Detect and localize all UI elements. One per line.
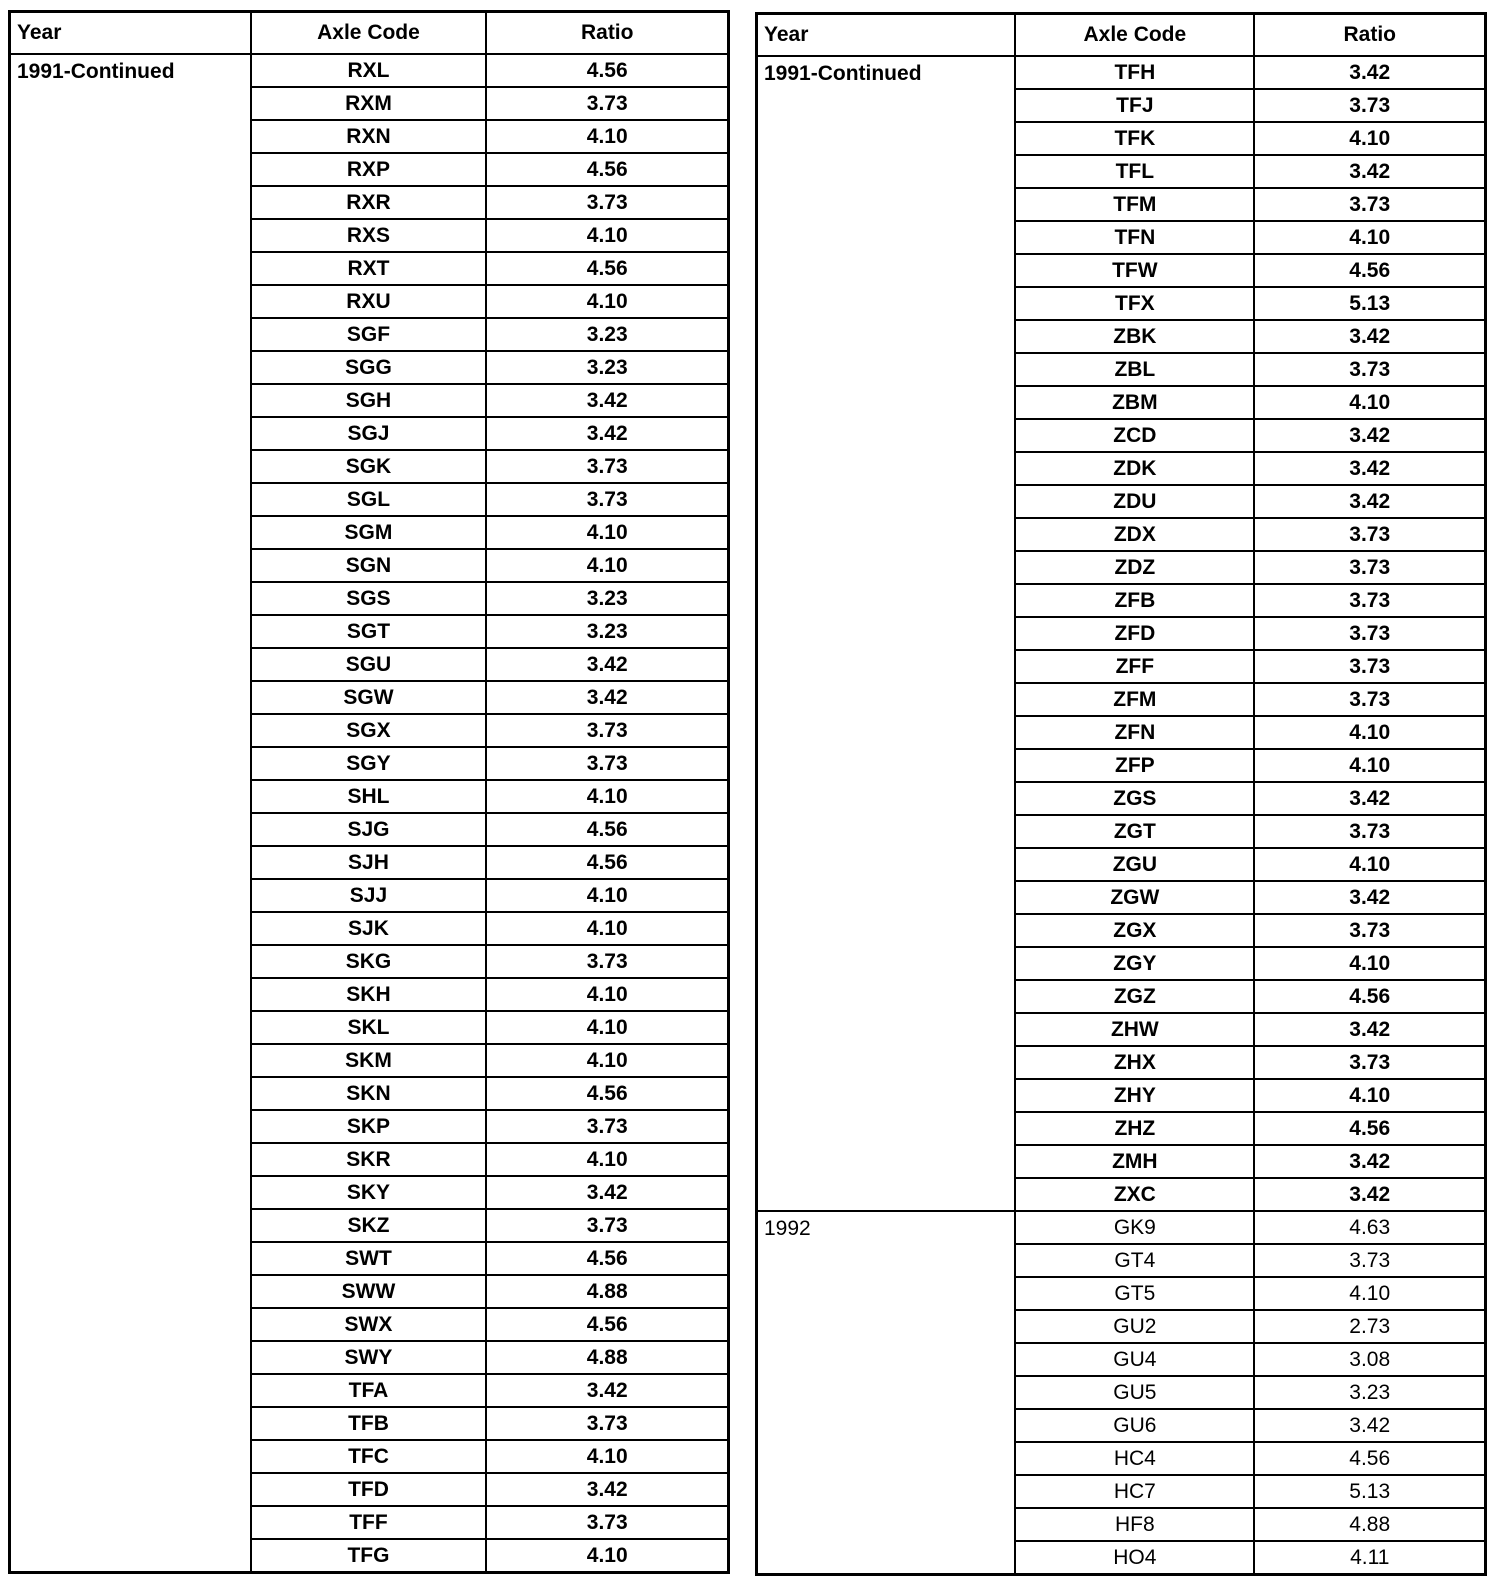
ratio-cell: 5.13 xyxy=(1254,1475,1485,1508)
axle-code-cell: SJJ xyxy=(251,879,487,912)
ratio-cell: 5.13 xyxy=(1254,287,1485,320)
ratio-cell: 3.73 xyxy=(486,186,728,219)
ratio-cell: 3.23 xyxy=(486,318,728,351)
year-header: Year xyxy=(757,14,1016,57)
ratio-cell: 3.42 xyxy=(486,648,728,681)
axle-code-cell: RXP xyxy=(251,153,487,186)
axle-code-cell: SGX xyxy=(251,714,487,747)
axle-code-cell: SGY xyxy=(251,747,487,780)
axle-code-cell: ZHY xyxy=(1015,1079,1254,1112)
axle-code-cell: TFM xyxy=(1015,188,1254,221)
axle-code-cell: SGM xyxy=(251,516,487,549)
axle-code-cell: ZBM xyxy=(1015,386,1254,419)
axle-code-cell: SGH xyxy=(251,384,487,417)
axle-code-cell: ZXC xyxy=(1015,1178,1254,1211)
axle-code-cell: GU5 xyxy=(1015,1376,1254,1409)
ratio-cell: 3.73 xyxy=(1254,914,1485,947)
ratio-cell: 4.10 xyxy=(486,516,728,549)
axle-ratio-table-left xyxy=(8,10,730,1574)
ratio-cell: 3.42 xyxy=(486,681,728,714)
ratio-cell: 4.10 xyxy=(486,1539,728,1573)
ratio-cell: 3.08 xyxy=(1254,1343,1485,1376)
ratio-cell: 4.88 xyxy=(486,1275,728,1308)
ratio-cell: 3.42 xyxy=(1254,56,1485,89)
axle-code-cell: TFF xyxy=(251,1506,487,1539)
axle-code-cell: SGL xyxy=(251,483,487,516)
axle-code-cell: SHL xyxy=(251,780,487,813)
axle-code-cell: ZDZ xyxy=(1015,551,1254,584)
ratio-cell: 4.10 xyxy=(1254,122,1485,155)
axle-code-cell: TFG xyxy=(251,1539,487,1573)
axle-code-cell: ZHX xyxy=(1015,1046,1254,1079)
axle-code-cell: TFX xyxy=(1015,287,1254,320)
axle-code-cell: ZGU xyxy=(1015,848,1254,881)
axle-code-cell: GK9 xyxy=(1015,1211,1254,1244)
axle-code-cell: ZHZ xyxy=(1015,1112,1254,1145)
axle-code-cell: RXR xyxy=(251,186,487,219)
axle-code-cell: SWY xyxy=(251,1341,487,1374)
ratio-cell: 3.42 xyxy=(1254,452,1485,485)
axle-code-cell: RXS xyxy=(251,219,487,252)
ratio-cell: 3.42 xyxy=(486,1374,728,1407)
ratio-cell: 4.10 xyxy=(1254,947,1485,980)
axle-code-cell: ZGS xyxy=(1015,782,1254,815)
ratio-cell: 3.42 xyxy=(1254,881,1485,914)
axle-code-cell: TFW xyxy=(1015,254,1254,287)
axle-code-cell: ZFB xyxy=(1015,584,1254,617)
ratio-cell: 4.10 xyxy=(486,780,728,813)
axle-code-cell: RXT xyxy=(251,252,487,285)
axle-ratio-table-right xyxy=(755,12,1487,1576)
axle-code-cell: SWT xyxy=(251,1242,487,1275)
axle-code-cell: SWX xyxy=(251,1308,487,1341)
ratio-cell: 4.10 xyxy=(486,879,728,912)
ratio-cell: 4.10 xyxy=(1254,386,1485,419)
axle-code-cell: GT4 xyxy=(1015,1244,1254,1277)
ratio-cell: 4.10 xyxy=(486,120,728,153)
ratio-cell: 4.56 xyxy=(486,813,728,846)
axle-code-cell: TFN xyxy=(1015,221,1254,254)
ratio-cell: 3.42 xyxy=(486,384,728,417)
axle-code-cell: TFH xyxy=(1015,56,1254,89)
ratio-cell: 3.73 xyxy=(486,1110,728,1143)
ratio-cell: 3.73 xyxy=(1254,683,1485,716)
ratio-cell: 3.42 xyxy=(486,1176,728,1209)
axle-code-cell: ZDX xyxy=(1015,518,1254,551)
ratio-cell: 3.42 xyxy=(1254,1409,1485,1442)
ratio-cell: 4.56 xyxy=(486,153,728,186)
axle-code-cell: SKL xyxy=(251,1011,487,1044)
ratio-header: Ratio xyxy=(486,12,728,55)
ratio-cell: 4.56 xyxy=(486,252,728,285)
ratio-cell: 4.56 xyxy=(486,1077,728,1110)
axle-code-cell: SGT xyxy=(251,615,487,648)
ratio-cell: 3.23 xyxy=(486,615,728,648)
axle-code-cell: GU2 xyxy=(1015,1310,1254,1343)
table-body xyxy=(10,54,729,1573)
ratio-cell: 4.56 xyxy=(1254,254,1485,287)
ratio-cell: 3.73 xyxy=(486,483,728,516)
ratio-cell: 4.10 xyxy=(486,1011,728,1044)
axle-code-cell: RXN xyxy=(251,120,487,153)
header-row xyxy=(757,14,1486,57)
axle-code-cell: SGU xyxy=(251,648,487,681)
ratio-cell: 3.42 xyxy=(1254,1145,1485,1178)
axle-code-cell: HC7 xyxy=(1015,1475,1254,1508)
axle-code-cell: RXU xyxy=(251,285,487,318)
axle-code-cell: TFK xyxy=(1015,122,1254,155)
axle-code-cell: SGW xyxy=(251,681,487,714)
ratio-cell: 4.10 xyxy=(486,912,728,945)
table-row xyxy=(757,56,1486,89)
axle-code-cell: GU6 xyxy=(1015,1409,1254,1442)
ratio-cell: 4.10 xyxy=(486,1143,728,1176)
ratio-cell: 3.73 xyxy=(1254,188,1485,221)
ratio-cell: 4.10 xyxy=(1254,848,1485,881)
axle-code-cell: TFD xyxy=(251,1473,487,1506)
ratio-cell: 3.42 xyxy=(1254,419,1485,452)
ratio-cell: 3.73 xyxy=(1254,815,1485,848)
axle-code-cell: ZFF xyxy=(1015,650,1254,683)
year-header: Year xyxy=(10,12,251,55)
ratio-cell: 4.10 xyxy=(486,549,728,582)
axle-code-cell: SGJ xyxy=(251,417,487,450)
ratio-cell: 4.10 xyxy=(486,1440,728,1473)
ratio-cell: 3.23 xyxy=(1254,1376,1485,1409)
axle-code-cell: ZFM xyxy=(1015,683,1254,716)
axle-code-cell: ZGX xyxy=(1015,914,1254,947)
axle-code-cell: SKR xyxy=(251,1143,487,1176)
ratio-cell: 4.10 xyxy=(1254,1277,1485,1310)
ratio-cell: 3.73 xyxy=(1254,89,1485,122)
axle-code-cell: TFB xyxy=(251,1407,487,1440)
ratio-cell: 3.73 xyxy=(486,450,728,483)
ratio-cell: 3.73 xyxy=(1254,353,1485,386)
ratio-cell: 3.73 xyxy=(486,1209,728,1242)
axle-code-cell: SGG xyxy=(251,351,487,384)
ratio-cell: 4.56 xyxy=(486,1308,728,1341)
ratio-cell: 4.56 xyxy=(1254,1112,1485,1145)
axle-code-cell: RXM xyxy=(251,87,487,120)
axle-code-cell: SKN xyxy=(251,1077,487,1110)
ratio-cell: 4.10 xyxy=(486,219,728,252)
axle-code-cell: ZHW xyxy=(1015,1013,1254,1046)
axle-code-cell: GU4 xyxy=(1015,1343,1254,1376)
axle-code-cell: HC4 xyxy=(1015,1442,1254,1475)
ratio-cell: 3.73 xyxy=(486,714,728,747)
ratio-cell: 3.42 xyxy=(486,1473,728,1506)
ratio-cell: 3.73 xyxy=(1254,1244,1485,1277)
axle-code-cell: ZFP xyxy=(1015,749,1254,782)
year-cell: 1991-Continued xyxy=(757,56,1016,1211)
axle-code-cell: SJG xyxy=(251,813,487,846)
axle-code-header: Axle Code xyxy=(251,12,487,55)
axle-code-cell: SGK xyxy=(251,450,487,483)
axle-code-cell: ZMH xyxy=(1015,1145,1254,1178)
axle-code-cell: TFA xyxy=(251,1374,487,1407)
axle-code-header: Axle Code xyxy=(1015,14,1254,57)
axle-code-cell: RXL xyxy=(251,54,487,87)
ratio-cell: 3.42 xyxy=(1254,1013,1485,1046)
ratio-cell: 4.10 xyxy=(1254,716,1485,749)
axle-code-cell: ZCD xyxy=(1015,419,1254,452)
year-cell: 1992 xyxy=(757,1211,1016,1575)
ratio-cell: 3.42 xyxy=(1254,485,1485,518)
ratio-cell: 4.11 xyxy=(1254,1541,1485,1575)
axle-code-cell: SGS xyxy=(251,582,487,615)
ratio-cell: 3.42 xyxy=(486,417,728,450)
ratio-cell: 4.10 xyxy=(1254,221,1485,254)
ratio-cell: 4.10 xyxy=(486,978,728,1011)
axle-code-cell: ZBL xyxy=(1015,353,1254,386)
axle-code-cell: ZDU xyxy=(1015,485,1254,518)
ratio-cell: 3.42 xyxy=(1254,782,1485,815)
ratio-cell: 3.73 xyxy=(486,945,728,978)
axle-code-cell: SKP xyxy=(251,1110,487,1143)
ratio-cell: 4.56 xyxy=(486,846,728,879)
ratio-cell: 3.73 xyxy=(1254,584,1485,617)
ratio-cell: 3.73 xyxy=(486,747,728,780)
ratio-cell: 4.63 xyxy=(1254,1211,1485,1244)
ratio-cell: 3.42 xyxy=(1254,1178,1485,1211)
axle-code-cell: SWW xyxy=(251,1275,487,1308)
axle-code-cell: ZBK xyxy=(1015,320,1254,353)
ratio-cell: 4.56 xyxy=(486,1242,728,1275)
axle-code-cell: SGF xyxy=(251,318,487,351)
axle-code-cell: ZGT xyxy=(1015,815,1254,848)
ratio-cell: 3.73 xyxy=(1254,1046,1485,1079)
axle-code-cell: ZDK xyxy=(1015,452,1254,485)
axle-code-cell: TFC xyxy=(251,1440,487,1473)
ratio-cell: 3.73 xyxy=(486,1407,728,1440)
axle-code-cell: SKZ xyxy=(251,1209,487,1242)
axle-code-cell: SJK xyxy=(251,912,487,945)
table-row xyxy=(757,1211,1486,1244)
axle-code-cell: SKY xyxy=(251,1176,487,1209)
axle-code-cell: ZGY xyxy=(1015,947,1254,980)
ratio-cell: 4.10 xyxy=(486,285,728,318)
ratio-cell: 3.42 xyxy=(1254,155,1485,188)
axle-code-cell: GT5 xyxy=(1015,1277,1254,1310)
ratio-cell: 4.56 xyxy=(486,54,728,87)
axle-code-cell: ZGW xyxy=(1015,881,1254,914)
ratio-cell: 4.88 xyxy=(1254,1508,1485,1541)
axle-code-cell: SKG xyxy=(251,945,487,978)
axle-code-cell: SJH xyxy=(251,846,487,879)
table-body xyxy=(757,56,1486,1575)
ratio-cell: 3.73 xyxy=(486,87,728,120)
ratio-cell: 3.42 xyxy=(1254,320,1485,353)
ratio-cell: 3.73 xyxy=(1254,617,1485,650)
axle-code-cell: HF8 xyxy=(1015,1508,1254,1541)
ratio-cell: 4.88 xyxy=(486,1341,728,1374)
axle-code-cell: ZFN xyxy=(1015,716,1254,749)
ratio-cell: 4.56 xyxy=(1254,1442,1485,1475)
table-row xyxy=(10,54,729,87)
axle-code-cell: ZGZ xyxy=(1015,980,1254,1013)
ratio-cell: 3.73 xyxy=(1254,650,1485,683)
ratio-cell: 3.73 xyxy=(1254,551,1485,584)
ratio-cell: 4.10 xyxy=(486,1044,728,1077)
ratio-cell: 3.23 xyxy=(486,582,728,615)
ratio-header: Ratio xyxy=(1254,14,1485,57)
year-cell: 1991-Continued xyxy=(10,54,251,1573)
axle-code-cell: HO4 xyxy=(1015,1541,1254,1575)
ratio-cell: 4.10 xyxy=(1254,749,1485,782)
ratio-cell: 4.56 xyxy=(1254,980,1485,1013)
ratio-cell: 4.10 xyxy=(1254,1079,1485,1112)
axle-code-cell: TFJ xyxy=(1015,89,1254,122)
axle-code-cell: ZFD xyxy=(1015,617,1254,650)
ratio-cell: 3.73 xyxy=(1254,518,1485,551)
ratio-cell: 2.73 xyxy=(1254,1310,1485,1343)
axle-code-cell: TFL xyxy=(1015,155,1254,188)
ratio-cell: 3.23 xyxy=(486,351,728,384)
ratio-cell: 3.73 xyxy=(486,1506,728,1539)
axle-code-cell: SKH xyxy=(251,978,487,1011)
header-row xyxy=(10,12,729,55)
axle-code-cell: SKM xyxy=(251,1044,487,1077)
axle-code-cell: SGN xyxy=(251,549,487,582)
